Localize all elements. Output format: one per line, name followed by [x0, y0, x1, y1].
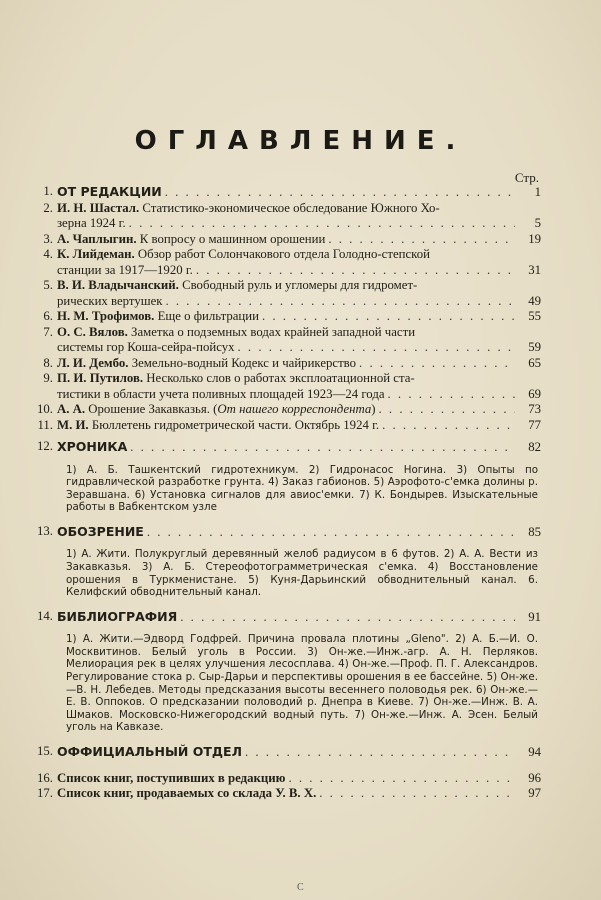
toc-entry-3[interactable]	[30, 232, 541, 248]
entry-page: 5	[534, 216, 541, 230]
entry-title: К вопросу о машинном орошении	[139, 231, 326, 246]
footer-mark: C	[297, 882, 304, 893]
entry-title: Свободный руль и угломеры для гидромет-	[182, 278, 418, 292]
entry-title-cont: зерна 1924 г.	[57, 216, 126, 230]
section-contents: 1) А. Б. Ташкентский гидротехникум. 2) Гидронасос Ногина. 3) Опыты по гидравлической разработке грунта. 4) Заказ габионов. 5) Аэрофото-с'емка долины р. Зеравшана. 6) Установка сигналов для авиос'емки. 7) К. Бондырев. Изыскательные работы в Вабкентском узле	[66, 463, 538, 514]
toc-entry-8[interactable]	[30, 356, 541, 372]
entry-title: Бюллетень гидрометрической части. Октябрь 1924 г.	[91, 417, 380, 432]
entry-author: И. Н. Шастал.	[57, 200, 140, 215]
entry-page: 65	[528, 355, 541, 370]
entry-page: 1	[534, 185, 541, 199]
toc-entry-7[interactable]	[30, 325, 541, 356]
entry-author: Н. М. Трофимов.	[57, 309, 155, 323]
entry-title-cont: тистики в области учета поливных площадей 1923—24 года	[57, 386, 385, 401]
toc-section-15[interactable]	[30, 744, 541, 761]
entry-page: 73	[528, 402, 541, 416]
entry-page: 49	[528, 293, 541, 308]
toc-section-13[interactable]	[30, 524, 541, 541]
entry-page: 94	[528, 745, 541, 759]
entry-page: 85	[528, 524, 541, 539]
entry-number: 16.	[37, 770, 53, 785]
entry-number: 3.	[43, 231, 53, 246]
entry-number: 12.	[37, 439, 53, 453]
entry-page: 55	[528, 309, 541, 323]
entry-page: 97	[528, 786, 541, 800]
toc-entry-2[interactable]	[30, 201, 541, 232]
toc-entry-16[interactable]	[30, 771, 541, 787]
entry-author: В. И. Владычанский.	[57, 278, 179, 292]
entry-title-cont: рических вертушек	[57, 293, 163, 308]
entry-author: П. И. Путилов.	[57, 371, 144, 385]
entry-title-italic: От нашего корреспондента	[217, 402, 372, 416]
section-title: ОФФИЦИАЛЬНЫЙ ОТДЕЛ	[57, 744, 242, 759]
toc-section-12[interactable]	[30, 439, 541, 456]
section-title: ОБОЗРЕНИЕ	[57, 523, 144, 539]
page-column-label: Стр.	[514, 170, 539, 185]
entry-title-cont: станции за 1917—1920 г.	[57, 262, 193, 277]
entry-number: 1.	[43, 184, 53, 198]
entry-page: 31	[528, 262, 541, 277]
entry-number: 9.	[43, 371, 53, 385]
section-title: ХРОНИКА	[57, 439, 128, 454]
entry-page: 69	[528, 386, 541, 401]
entry-author: А. Чаплыгин.	[57, 231, 137, 246]
toc-entry-10[interactable]	[30, 402, 541, 418]
entry-title: Еще о фильтрации	[157, 309, 259, 323]
entry-number: 8.	[43, 355, 53, 370]
entry-number: 5.	[43, 278, 53, 292]
entry-page: 82	[528, 440, 541, 454]
toc-entry-1[interactable]	[30, 184, 541, 201]
table-of-contents	[30, 184, 541, 802]
entry-title: Список книг, поступивших в редакцию	[57, 770, 286, 785]
entry-number: 7.	[43, 324, 53, 339]
toc-entry-11[interactable]	[30, 418, 541, 434]
toc-entry-4[interactable]	[30, 247, 541, 278]
section-contents: 1) А. Жити. Полукруглый деревянный желоб радиусом в 6 футов. 2) А. А. Вести из Закавказья. 3) А. Б. Стереофотограмметрическая с'емка. 4) Восстановление орошения в Туркменистане. 5) Куня-Дарьинский обводнительный канал. 6. Келифский обводнительный канал.	[66, 548, 538, 599]
entry-title: ОТ РЕДАКЦИИ	[57, 184, 162, 199]
entry-page: 77	[528, 417, 541, 432]
entry-page: 19	[528, 231, 541, 246]
entry-number: 2.	[43, 200, 53, 215]
page-title: ОГЛАВЛЕНИЕ.	[134, 126, 467, 156]
toc-entry-5[interactable]	[30, 278, 541, 309]
entry-page: 96	[528, 770, 541, 785]
entry-number: 4.	[43, 247, 53, 261]
entry-author: М. И.	[57, 417, 89, 432]
section-title: БИБЛИОГРАФИЯ	[57, 608, 178, 624]
toc-entry-17[interactable]	[30, 786, 541, 802]
entry-title: Орошение Закавказья. (	[88, 402, 218, 416]
entry-number: 6.	[43, 309, 53, 323]
entry-number: 13.	[37, 523, 53, 538]
toc-section-14[interactable]	[30, 609, 541, 626]
entry-author: Л. И. Дембо.	[57, 355, 129, 370]
section-contents: 1) А. Жити.—Эдворд Годфрей. Причина провала плотины „Gleno". 2) А. Б.—И. О. Москвитинов. Белый уголь в России. 3) Он-же.—Инж.-агр. А. Н. Перляков. Мелиорация рек в целях улучшения лесосплава. 4) Он-же.—Проф. П. Г. Александров. Регулирование стока р. Сыр-Дарьи и перспективы орошения в ее бассейне. 5) Он-же.—В. Н. Лебедев. Методы предсказания высоты весеннего половодья рек. 6) Он-же.—Е. В. Оппоков. О предсказании половодий р. Днепра в Киеве. 7) Он-же.—Инж. В. А. Шмаков. Московско-Нижегородский водный путь. 7) Он-же.—Инж. А. Эсен. Белый уголь на Кавказе.	[66, 633, 538, 734]
entry-author: А. А.	[57, 402, 86, 416]
entry-title-end: )	[371, 402, 376, 416]
entry-title: Обзор работ Солончакового отдела Голодно-степской	[137, 247, 430, 261]
toc-entry-9[interactable]	[30, 371, 541, 402]
entry-title: Заметка о подземных водах крайней западной части	[131, 324, 416, 339]
entry-page: 59	[528, 340, 541, 354]
entry-title: Земельно-водный Кодекс и чайрикерство	[131, 355, 357, 370]
entry-title: Список книг, продаваемых со склада У. В. Х.	[57, 786, 317, 800]
entry-number: 10.	[37, 402, 53, 416]
entry-number: 17.	[37, 786, 53, 800]
entry-author: К. Лийдеман.	[57, 247, 135, 261]
entry-author: О. С. Вялов.	[57, 324, 128, 339]
entry-number: 15.	[37, 744, 53, 758]
toc-entry-6[interactable]	[30, 309, 541, 325]
entry-number: 11.	[37, 417, 53, 432]
entry-number: 14.	[37, 608, 53, 623]
entry-title: Несколько слов о работах эксплоатационной ста-	[146, 371, 415, 385]
entry-title: Статистико-экономическое обследование Южного Хо-	[142, 200, 440, 215]
entry-title-cont: системы гор Коша-сейра-пойсух	[57, 340, 235, 354]
entry-page: 91	[528, 609, 541, 624]
